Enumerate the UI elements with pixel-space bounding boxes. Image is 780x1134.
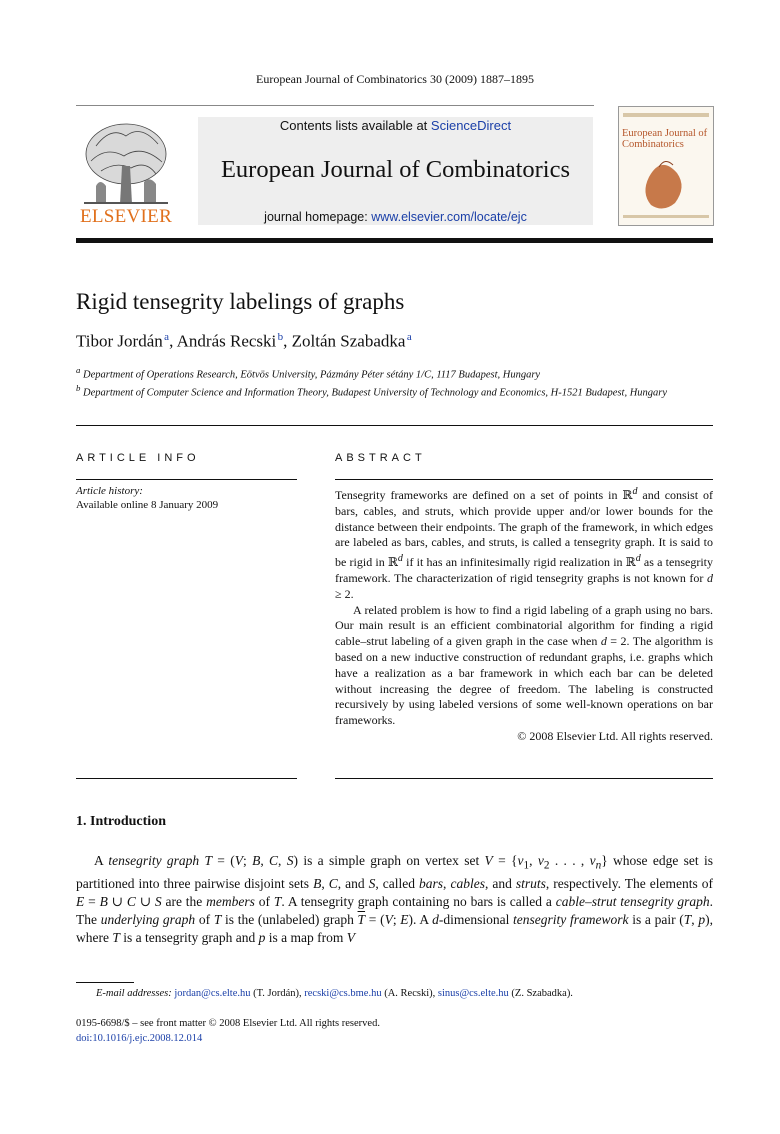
homepage-link[interactable]: www.elsevier.com/locate/ejc bbox=[371, 210, 527, 224]
history-label: Article history: bbox=[76, 485, 143, 497]
homepage-line bbox=[198, 210, 593, 224]
email-link[interactable]: recski@cs.bme.hu bbox=[304, 988, 382, 999]
affiliation-b bbox=[76, 380, 716, 402]
affiliation-text: Department of Computer Science and Information Theory, Budapest University of Technology and Economics, H-1521 Budapest, Hungary bbox=[83, 387, 668, 399]
affiliation-link[interactable]: a bbox=[164, 331, 170, 343]
sciencedirect-link[interactable]: ScienceDirect bbox=[430, 118, 512, 133]
affiliation-mark: a bbox=[76, 365, 81, 375]
info-rule-top bbox=[76, 479, 297, 480]
email-owner: (Z. Szabadka). bbox=[511, 988, 573, 999]
doi-link[interactable]: doi:10.1016/j.ejc.2008.12.014 bbox=[76, 1033, 203, 1044]
author-name: Zoltán Szabadka bbox=[291, 331, 406, 351]
author-list: Tibor Jordán $^a$, András Recski $^b$, Zoltán Szabadka $^a$ bbox=[76, 331, 412, 351]
affiliation-link[interactable]: b bbox=[277, 331, 284, 343]
intro-paragraph: A tensegrity graph T = (V; B, C, S) is a simple graph on vertex set $V = \{v_1$, $v_2$ . . . , $v_n$} whose edge set is partitioned into three pairwise disjoint sets B, C, and S, called bars, cables, and struts, respectively. The elements of E = B ∪ C ∪ S are the members of T. A tensegrity graph containing no bars is called a cable–strut tensegrity graph. The underlying graph of T is the (unlabeled) graph $\overline{T} = (V$; E). A d-dimensional tensegrity framework is a pair (T, p), where T is a tensegrity graph and p is a map from V bbox=[76, 853, 714, 945]
front-matter-line: 0195-6698/$ – see front matter © 2008 Elsevier Ltd. All rights reserved. bbox=[76, 1018, 380, 1029]
abstract-rule-bottom bbox=[335, 778, 713, 779]
email-owner: (A. Recski), bbox=[384, 988, 436, 999]
footnote-rule bbox=[76, 982, 134, 983]
abstract-body bbox=[335, 484, 713, 745]
email-link[interactable]: sinus@cs.elte.hu bbox=[437, 988, 509, 999]
intro-heading: 1. Introduction bbox=[76, 814, 166, 829]
homepage-prefix: journal homepage: bbox=[264, 210, 372, 224]
email-owner: (T. Jordán), bbox=[253, 988, 302, 999]
header-rule bbox=[76, 105, 594, 106]
intro-body bbox=[76, 852, 713, 947]
article-title: Rigid tensegrity labelings of graphs bbox=[76, 289, 405, 314]
contents-line bbox=[198, 118, 593, 133]
email-link[interactable]: jordan@cs.elte.hu bbox=[174, 988, 251, 999]
affiliation-link[interactable]: a bbox=[406, 331, 412, 343]
cover-title: European Journal of Combinatorics bbox=[622, 128, 708, 150]
journal-title: European Journal of Combinatorics bbox=[220, 156, 571, 183]
abstract-heading: ABSTRACT bbox=[335, 452, 426, 464]
history-value: Available online 8 January 2009 bbox=[76, 499, 219, 511]
affiliation-mark: b bbox=[76, 383, 81, 393]
email-footnote bbox=[96, 988, 573, 999]
copyright-line: © 2008 Elsevier Ltd. All rights reserved. bbox=[517, 728, 713, 743]
section-rule bbox=[76, 425, 713, 426]
journal-citation: European Journal of Combinatorics 30 (2009) 1887–1895 bbox=[256, 72, 534, 86]
publisher-name: ELSEVIER bbox=[79, 206, 173, 227]
contents-prefix: Contents lists available at bbox=[279, 118, 431, 133]
affiliation-text: Department of Operations Research, Eötvös University, Pázmány Péter sétány 1/C, 1117 Budapest, Hungary bbox=[83, 369, 541, 381]
abstract-paragraph: A related problem is how to find a rigid labeling of a graph using no bars. Our main result is an efficient combinatorial algorithm for finding a rigid cable–strut labeling of a given graph in the case when d = 2. The algorithm is based on a new inductive construction of redundant graphs, i.e. graphs which have a realization as a bar framework in which each bar can be deleted without increasing the degree of freedom. The labeling is constructed recursively by using labeled versions of some well-known operations on bar frameworks. bbox=[335, 602, 713, 728]
author-name: Tibor Jordán bbox=[76, 331, 163, 351]
email-label: E-mail addresses: bbox=[96, 988, 172, 999]
cover-illustration-icon bbox=[619, 107, 713, 225]
author-name: András Recski bbox=[176, 331, 277, 351]
journal-cover bbox=[618, 106, 714, 226]
abstract-paragraph: Tensegrity frameworks are defined on a set of points in ℝ$^d$ and consist of bars, cables, and struts, which provide upper and/or lower bounds for the distance between their endpoints. The graph of the framework, in which edges are labeled as bars, cables, and struts, is called a tensegrity graph. It is said to be rigid in ℝ$^d$ if it has an infinitesimally rigid realization in ℝ$^d$ as a tensegrity framework. The characterization of rigid tensegrity graphs is not known for d ≥ 2. bbox=[335, 486, 714, 601]
info-rule-bottom bbox=[76, 778, 297, 779]
abstract-rule-top bbox=[335, 479, 713, 480]
article-info-heading: ARTICLE INFO bbox=[76, 452, 200, 464]
header-thick-rule bbox=[76, 238, 713, 243]
